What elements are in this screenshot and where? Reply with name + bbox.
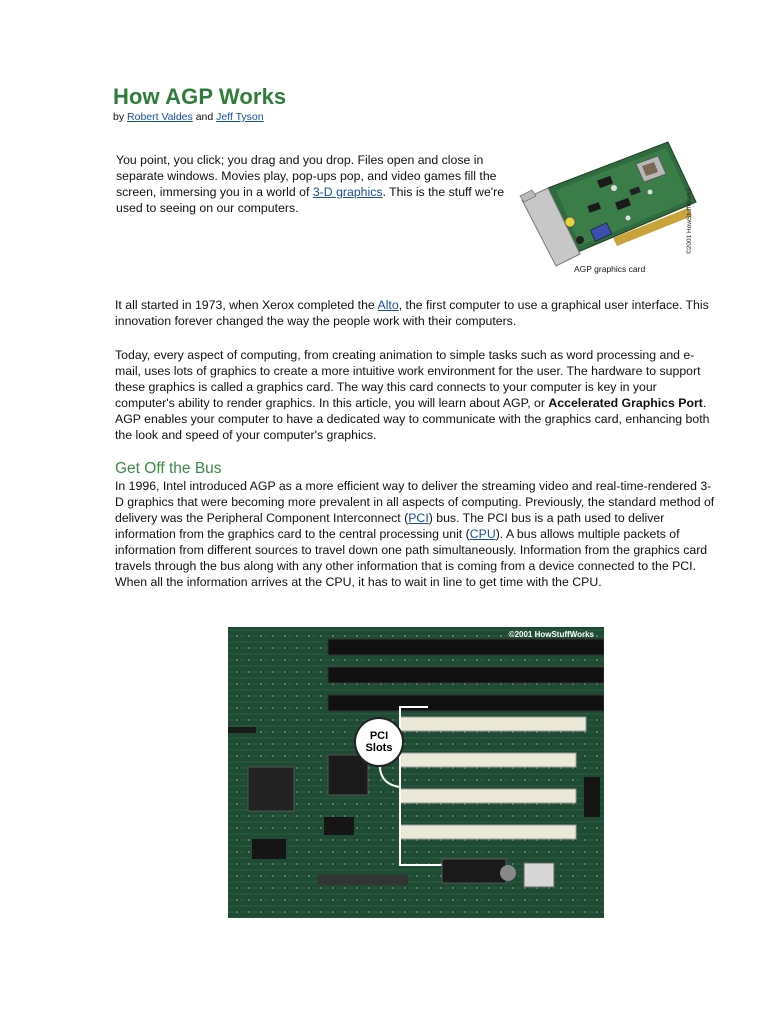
- bold-term-agp: Accelerated Graphics Port: [548, 396, 703, 410]
- paragraph-today: [115, 347, 715, 443]
- motherboard-image: [228, 627, 604, 918]
- section-heading-get-off-the-bus: Get Off the Bus: [115, 460, 222, 477]
- para3-text-2: . AGP enables your computer to have a dedicated way to communicate with the graphics card, enhancing both the look and speed of your computer's graphics.: [115, 396, 710, 442]
- link-cpu[interactable]: CPU: [469, 527, 496, 541]
- pci-label-line2: Slots: [365, 742, 393, 754]
- byline-prefix: by: [113, 111, 128, 123]
- pci-label-line1: PCI: [369, 730, 389, 742]
- intro-text-2: . This is the stuff we're used to seeing on our computers.: [116, 185, 505, 215]
- agp-card-figure: [518, 130, 718, 275]
- byline-conjunction: and: [192, 111, 217, 123]
- figure2-copyright: ©2001 HowStuffWorks: [508, 630, 594, 639]
- para4-text-1: In 1996, Intel introduced AGP as a more efficient way to deliver the streaming video and real-time-rendered 3-D graphics that were becoming more prevalent in all aspects of computing. Previously, the standard method of delivery was the Peripheral Component Interconnect (: [115, 479, 715, 525]
- para4-text-2: ) bus. The PCI bus is a path used to deliver information from the graphics card to the central processing unit (: [115, 511, 665, 541]
- author-link-jeff-tyson[interactable]: Jeff Tyson: [216, 111, 264, 123]
- para4-text-3: ). A bus allows multiple packets of information from different sources to travel down one path simultaneously. Information from the graphics card travels through the bus along with any other information that is coming from a device connected to the PCI. When all the information arrives at the CPU, it has to wait in line to get time with the CPU.: [115, 527, 708, 589]
- article-title: How AGP Works: [113, 84, 287, 109]
- link-3d-graphics[interactable]: 3-D graphics: [312, 185, 383, 199]
- figure1-copyright: ©2001 HowStuffWorks: [686, 188, 693, 254]
- link-pci[interactable]: PCI: [408, 511, 429, 525]
- paragraph-bus: [115, 478, 715, 590]
- para2-text-2: , the first computer to use a graphical user interface. This innovation forever changed the way the people work with their computers.: [115, 298, 709, 328]
- figure1-caption: AGP graphics card: [574, 264, 646, 274]
- author-link-robert-valdes[interactable]: Robert Valdes: [127, 111, 193, 123]
- para2-text-1: It all started in 1973, when Xerox completed the: [115, 298, 378, 312]
- motherboard-figure: [228, 627, 604, 918]
- intro-paragraph: [116, 152, 516, 216]
- link-alto[interactable]: Alto: [377, 298, 399, 312]
- paragraph-history: [115, 297, 715, 329]
- intro-text-1: You point, you click; you drag and you drop. Files open and close in separate windows. Movies play, pop-ups pop, and video games fill the screen, immersing you in a world of: [116, 153, 497, 199]
- byline: [113, 111, 264, 123]
- para3-text-1: Today, every aspect of computing, from creating animation to simple tasks such as word processing and e-mail, uses lots of graphics to create a more intuitive work environment for the user. The hardware to support these graphics is called a graphics card. The way this card connects to your computer is key in your computer's ability to render graphics. In this article, you will learn about AGP, or: [115, 348, 701, 410]
- pci-slots-label: [356, 719, 402, 765]
